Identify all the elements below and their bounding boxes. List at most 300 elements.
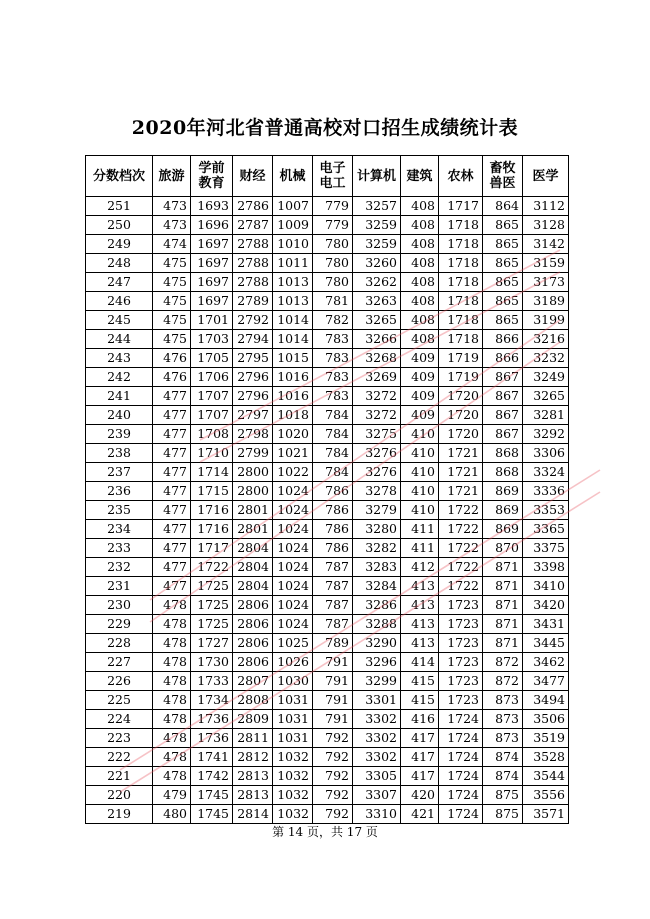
count-cell: 784 xyxy=(313,425,353,444)
count-cell: 413 xyxy=(401,577,439,596)
count-cell: 1016 xyxy=(273,368,313,387)
count-cell: 3431 xyxy=(523,615,569,634)
score-level-cell: 245 xyxy=(86,311,153,330)
count-cell: 3477 xyxy=(523,672,569,691)
column-header: 建筑 xyxy=(401,156,439,197)
count-cell: 1742 xyxy=(191,767,233,786)
score-level-cell: 248 xyxy=(86,254,153,273)
score-level-cell: 229 xyxy=(86,615,153,634)
count-cell: 2798 xyxy=(233,425,273,444)
count-cell: 1024 xyxy=(273,539,313,558)
count-cell: 780 xyxy=(313,254,353,273)
table-row xyxy=(86,235,569,254)
count-cell: 3305 xyxy=(353,767,401,786)
count-cell: 2800 xyxy=(233,463,273,482)
count-cell: 1032 xyxy=(273,805,313,824)
count-cell: 3232 xyxy=(523,349,569,368)
count-cell: 3375 xyxy=(523,539,569,558)
count-cell: 1720 xyxy=(439,387,483,406)
count-cell: 791 xyxy=(313,710,353,729)
count-cell: 1703 xyxy=(191,330,233,349)
count-cell: 477 xyxy=(153,463,191,482)
count-cell: 787 xyxy=(313,596,353,615)
score-level-cell: 224 xyxy=(86,710,153,729)
count-cell: 2795 xyxy=(233,349,273,368)
count-cell: 1020 xyxy=(273,425,313,444)
table-row xyxy=(86,216,569,235)
count-cell: 3275 xyxy=(353,425,401,444)
table-row xyxy=(86,634,569,653)
count-cell: 868 xyxy=(483,444,523,463)
count-cell: 415 xyxy=(401,672,439,691)
count-cell: 477 xyxy=(153,501,191,520)
count-cell: 3302 xyxy=(353,710,401,729)
count-cell: 478 xyxy=(153,729,191,748)
count-cell: 2786 xyxy=(233,197,273,216)
count-cell: 3462 xyxy=(523,653,569,672)
table-row xyxy=(86,444,569,463)
count-cell: 1718 xyxy=(439,273,483,292)
count-cell: 873 xyxy=(483,710,523,729)
count-cell: 409 xyxy=(401,406,439,425)
count-cell: 791 xyxy=(313,653,353,672)
column-header: 医学 xyxy=(523,156,569,197)
count-cell: 1722 xyxy=(439,577,483,596)
count-cell: 3302 xyxy=(353,748,401,767)
count-cell: 871 xyxy=(483,577,523,596)
count-cell: 3283 xyxy=(353,558,401,577)
count-cell: 786 xyxy=(313,482,353,501)
column-header: 财经 xyxy=(233,156,273,197)
count-cell: 417 xyxy=(401,729,439,748)
count-cell: 865 xyxy=(483,273,523,292)
count-cell: 408 xyxy=(401,197,439,216)
count-cell: 1026 xyxy=(273,653,313,672)
count-cell: 3276 xyxy=(353,444,401,463)
count-cell: 866 xyxy=(483,349,523,368)
score-level-cell: 219 xyxy=(86,805,153,824)
count-cell: 2788 xyxy=(233,254,273,273)
count-cell: 1697 xyxy=(191,273,233,292)
count-cell: 868 xyxy=(483,463,523,482)
count-cell: 865 xyxy=(483,254,523,273)
count-cell: 1723 xyxy=(439,596,483,615)
count-cell: 3259 xyxy=(353,235,401,254)
count-cell: 1723 xyxy=(439,634,483,653)
count-cell: 1032 xyxy=(273,786,313,805)
count-cell: 869 xyxy=(483,520,523,539)
count-cell: 3276 xyxy=(353,463,401,482)
count-cell: 408 xyxy=(401,273,439,292)
count-cell: 789 xyxy=(313,634,353,653)
count-cell: 478 xyxy=(153,748,191,767)
count-cell: 787 xyxy=(313,558,353,577)
count-cell: 1714 xyxy=(191,463,233,482)
count-cell: 408 xyxy=(401,254,439,273)
count-cell: 1013 xyxy=(273,273,313,292)
count-cell: 477 xyxy=(153,558,191,577)
count-cell: 1724 xyxy=(439,767,483,786)
count-cell: 867 xyxy=(483,406,523,425)
count-cell: 416 xyxy=(401,710,439,729)
column-header: 畜牧 兽医 xyxy=(483,156,523,197)
score-level-cell: 238 xyxy=(86,444,153,463)
count-cell: 3519 xyxy=(523,729,569,748)
count-cell: 872 xyxy=(483,672,523,691)
count-cell: 476 xyxy=(153,349,191,368)
count-cell: 1707 xyxy=(191,387,233,406)
count-cell: 1722 xyxy=(439,558,483,577)
count-cell: 477 xyxy=(153,406,191,425)
count-cell: 780 xyxy=(313,273,353,292)
count-cell: 1719 xyxy=(439,368,483,387)
score-level-cell: 250 xyxy=(86,216,153,235)
count-cell: 2809 xyxy=(233,710,273,729)
count-cell: 1030 xyxy=(273,672,313,691)
table-row xyxy=(86,786,569,805)
count-cell: 3142 xyxy=(523,235,569,254)
table-row xyxy=(86,558,569,577)
count-cell: 2813 xyxy=(233,767,273,786)
count-cell: 3189 xyxy=(523,292,569,311)
count-cell: 783 xyxy=(313,387,353,406)
count-cell: 871 xyxy=(483,596,523,615)
count-cell: 3279 xyxy=(353,501,401,520)
count-cell: 1724 xyxy=(439,710,483,729)
count-cell: 867 xyxy=(483,425,523,444)
column-header: 机械 xyxy=(273,156,313,197)
score-level-cell: 220 xyxy=(86,786,153,805)
count-cell: 3199 xyxy=(523,311,569,330)
count-cell: 477 xyxy=(153,387,191,406)
count-cell: 1718 xyxy=(439,254,483,273)
count-cell: 1016 xyxy=(273,387,313,406)
count-cell: 1724 xyxy=(439,729,483,748)
count-cell: 478 xyxy=(153,596,191,615)
count-cell: 2792 xyxy=(233,311,273,330)
count-cell: 1696 xyxy=(191,216,233,235)
count-cell: 1722 xyxy=(191,558,233,577)
count-cell: 3272 xyxy=(353,406,401,425)
count-cell: 474 xyxy=(153,235,191,254)
table-header-row xyxy=(86,156,569,197)
table-row xyxy=(86,672,569,691)
count-cell: 2788 xyxy=(233,273,273,292)
count-cell: 3216 xyxy=(523,330,569,349)
count-cell: 477 xyxy=(153,577,191,596)
count-cell: 3268 xyxy=(353,349,401,368)
count-cell: 1736 xyxy=(191,729,233,748)
count-cell: 873 xyxy=(483,729,523,748)
column-header: 农林 xyxy=(439,156,483,197)
score-level-cell: 222 xyxy=(86,748,153,767)
count-cell: 3266 xyxy=(353,330,401,349)
score-level-cell: 225 xyxy=(86,691,153,710)
table-row xyxy=(86,349,569,368)
count-cell: 477 xyxy=(153,444,191,463)
score-level-cell: 247 xyxy=(86,273,153,292)
count-cell: 792 xyxy=(313,767,353,786)
count-cell: 786 xyxy=(313,501,353,520)
count-cell: 867 xyxy=(483,368,523,387)
count-cell: 3249 xyxy=(523,368,569,387)
count-cell: 3286 xyxy=(353,596,401,615)
score-level-cell: 235 xyxy=(86,501,153,520)
count-cell: 1032 xyxy=(273,748,313,767)
count-cell: 1734 xyxy=(191,691,233,710)
count-cell: 3269 xyxy=(353,368,401,387)
count-cell: 872 xyxy=(483,653,523,672)
count-cell: 1721 xyxy=(439,482,483,501)
count-cell: 1031 xyxy=(273,729,313,748)
count-cell: 3281 xyxy=(523,406,569,425)
count-cell: 3310 xyxy=(353,805,401,824)
count-cell: 1718 xyxy=(439,311,483,330)
count-cell: 3410 xyxy=(523,577,569,596)
table-row xyxy=(86,273,569,292)
table-row xyxy=(86,501,569,520)
column-header: 电子 电工 xyxy=(313,156,353,197)
count-cell: 3288 xyxy=(353,615,401,634)
count-cell: 791 xyxy=(313,672,353,691)
count-cell: 408 xyxy=(401,216,439,235)
count-cell: 411 xyxy=(401,520,439,539)
score-level-cell: 251 xyxy=(86,197,153,216)
count-cell: 3280 xyxy=(353,520,401,539)
page-title: 2020年河北省普通高校对口招生成绩统计表 xyxy=(131,117,519,139)
count-cell: 3299 xyxy=(353,672,401,691)
count-cell: 410 xyxy=(401,444,439,463)
count-cell: 473 xyxy=(153,197,191,216)
count-cell: 1007 xyxy=(273,197,313,216)
table-row xyxy=(86,463,569,482)
count-cell: 874 xyxy=(483,767,523,786)
count-cell: 1717 xyxy=(439,197,483,216)
count-cell: 779 xyxy=(313,197,353,216)
count-cell: 475 xyxy=(153,273,191,292)
count-cell: 412 xyxy=(401,558,439,577)
count-cell: 409 xyxy=(401,368,439,387)
count-cell: 1724 xyxy=(439,748,483,767)
count-cell: 792 xyxy=(313,729,353,748)
count-cell: 786 xyxy=(313,539,353,558)
count-cell: 480 xyxy=(153,805,191,824)
count-cell: 408 xyxy=(401,311,439,330)
score-level-cell: 242 xyxy=(86,368,153,387)
table-row xyxy=(86,596,569,615)
count-cell: 1721 xyxy=(439,444,483,463)
count-cell: 1024 xyxy=(273,577,313,596)
count-cell: 1718 xyxy=(439,330,483,349)
count-cell: 865 xyxy=(483,311,523,330)
count-cell: 1021 xyxy=(273,444,313,463)
count-cell: 1718 xyxy=(439,235,483,254)
count-cell: 871 xyxy=(483,558,523,577)
count-cell: 2797 xyxy=(233,406,273,425)
count-cell: 1715 xyxy=(191,482,233,501)
count-cell: 3324 xyxy=(523,463,569,482)
count-cell: 475 xyxy=(153,254,191,273)
table-row xyxy=(86,368,569,387)
count-cell: 1723 xyxy=(439,691,483,710)
score-level-cell: 243 xyxy=(86,349,153,368)
count-cell: 475 xyxy=(153,311,191,330)
count-cell: 478 xyxy=(153,634,191,653)
count-cell: 1710 xyxy=(191,444,233,463)
count-cell: 1725 xyxy=(191,615,233,634)
count-cell: 3398 xyxy=(523,558,569,577)
count-cell: 1727 xyxy=(191,634,233,653)
count-cell: 2804 xyxy=(233,577,273,596)
count-cell: 477 xyxy=(153,425,191,444)
count-cell: 479 xyxy=(153,786,191,805)
count-cell: 1031 xyxy=(273,710,313,729)
count-cell: 1707 xyxy=(191,406,233,425)
count-cell: 783 xyxy=(313,368,353,387)
count-cell: 413 xyxy=(401,615,439,634)
count-cell: 865 xyxy=(483,216,523,235)
count-cell: 2804 xyxy=(233,539,273,558)
count-cell: 1723 xyxy=(439,672,483,691)
count-cell: 3556 xyxy=(523,786,569,805)
score-level-cell: 239 xyxy=(86,425,153,444)
count-cell: 476 xyxy=(153,368,191,387)
count-cell: 3272 xyxy=(353,387,401,406)
count-cell: 2789 xyxy=(233,292,273,311)
count-cell: 2804 xyxy=(233,558,273,577)
count-cell: 478 xyxy=(153,615,191,634)
count-cell: 1697 xyxy=(191,235,233,254)
count-cell: 1013 xyxy=(273,292,313,311)
count-cell: 1736 xyxy=(191,710,233,729)
score-level-cell: 227 xyxy=(86,653,153,672)
count-cell: 3494 xyxy=(523,691,569,710)
count-cell: 473 xyxy=(153,216,191,235)
count-cell: 3265 xyxy=(523,387,569,406)
count-cell: 3571 xyxy=(523,805,569,824)
count-cell: 1693 xyxy=(191,197,233,216)
column-header: 学前 教育 xyxy=(191,156,233,197)
count-cell: 865 xyxy=(483,292,523,311)
count-cell: 1024 xyxy=(273,482,313,501)
count-cell: 3544 xyxy=(523,767,569,786)
count-cell: 1015 xyxy=(273,349,313,368)
count-cell: 780 xyxy=(313,235,353,254)
count-cell: 478 xyxy=(153,653,191,672)
column-header: 旅游 xyxy=(153,156,191,197)
count-cell: 1024 xyxy=(273,520,313,539)
count-cell: 787 xyxy=(313,615,353,634)
count-cell: 792 xyxy=(313,805,353,824)
table-row xyxy=(86,254,569,273)
count-cell: 408 xyxy=(401,235,439,254)
count-cell: 867 xyxy=(483,387,523,406)
count-cell: 421 xyxy=(401,805,439,824)
count-cell: 870 xyxy=(483,539,523,558)
count-cell: 1720 xyxy=(439,425,483,444)
count-cell: 1745 xyxy=(191,786,233,805)
count-cell: 1706 xyxy=(191,368,233,387)
count-cell: 3257 xyxy=(353,197,401,216)
count-cell: 1025 xyxy=(273,634,313,653)
count-cell: 1730 xyxy=(191,653,233,672)
count-cell: 1024 xyxy=(273,615,313,634)
score-level-cell: 244 xyxy=(86,330,153,349)
score-level-cell: 228 xyxy=(86,634,153,653)
table-row xyxy=(86,691,569,710)
count-cell: 3262 xyxy=(353,273,401,292)
table-row xyxy=(86,767,569,786)
count-cell: 1697 xyxy=(191,292,233,311)
count-cell: 408 xyxy=(401,292,439,311)
score-statistics-table xyxy=(85,155,569,824)
count-cell: 779 xyxy=(313,216,353,235)
count-cell: 791 xyxy=(313,691,353,710)
count-cell: 864 xyxy=(483,197,523,216)
count-cell: 2800 xyxy=(233,482,273,501)
table-row xyxy=(86,577,569,596)
count-cell: 3290 xyxy=(353,634,401,653)
count-cell: 865 xyxy=(483,235,523,254)
count-cell: 3302 xyxy=(353,729,401,748)
score-level-cell: 246 xyxy=(86,292,153,311)
count-cell: 3292 xyxy=(523,425,569,444)
count-cell: 1031 xyxy=(273,691,313,710)
count-cell: 3420 xyxy=(523,596,569,615)
count-cell: 3306 xyxy=(523,444,569,463)
count-cell: 1014 xyxy=(273,330,313,349)
count-cell: 477 xyxy=(153,539,191,558)
count-cell: 1723 xyxy=(439,653,483,672)
score-level-cell: 241 xyxy=(86,387,153,406)
count-cell: 2788 xyxy=(233,235,273,254)
score-level-cell: 223 xyxy=(86,729,153,748)
count-cell: 2812 xyxy=(233,748,273,767)
count-cell: 869 xyxy=(483,501,523,520)
table-row xyxy=(86,710,569,729)
count-cell: 478 xyxy=(153,767,191,786)
count-cell: 2796 xyxy=(233,387,273,406)
count-cell: 478 xyxy=(153,691,191,710)
count-cell: 1733 xyxy=(191,672,233,691)
count-cell: 1718 xyxy=(439,216,483,235)
count-cell: 417 xyxy=(401,748,439,767)
count-cell: 3365 xyxy=(523,520,569,539)
count-cell: 783 xyxy=(313,330,353,349)
count-cell: 781 xyxy=(313,292,353,311)
count-cell: 478 xyxy=(153,710,191,729)
count-cell: 2794 xyxy=(233,330,273,349)
count-cell: 2808 xyxy=(233,691,273,710)
column-header: 分数档次 xyxy=(86,156,153,197)
table-row xyxy=(86,330,569,349)
count-cell: 1011 xyxy=(273,254,313,273)
count-cell: 3112 xyxy=(523,197,569,216)
count-cell: 786 xyxy=(313,520,353,539)
count-cell: 875 xyxy=(483,786,523,805)
count-cell: 420 xyxy=(401,786,439,805)
count-cell: 1022 xyxy=(273,463,313,482)
count-cell: 787 xyxy=(313,577,353,596)
count-cell: 1014 xyxy=(273,311,313,330)
count-cell: 784 xyxy=(313,444,353,463)
score-level-cell: 230 xyxy=(86,596,153,615)
count-cell: 3128 xyxy=(523,216,569,235)
count-cell: 1745 xyxy=(191,805,233,824)
count-cell: 2796 xyxy=(233,368,273,387)
count-cell: 417 xyxy=(401,767,439,786)
count-cell: 1024 xyxy=(273,501,313,520)
